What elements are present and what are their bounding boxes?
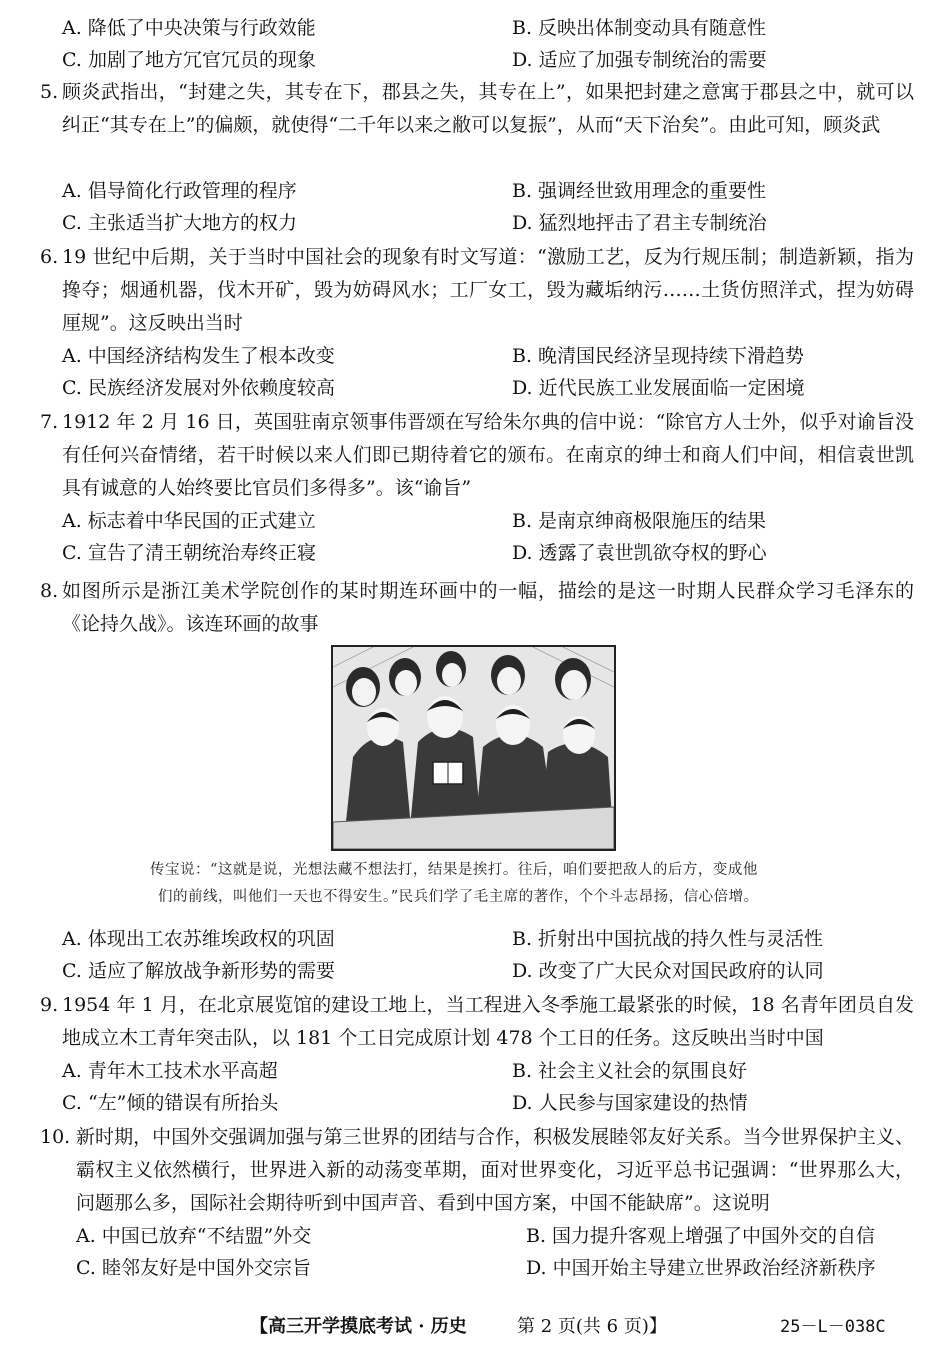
- q7-option-a[interactable]: A. 标志着中华民国的正式建立: [62, 510, 316, 532]
- q10-option-c[interactable]: C. 睦邻友好是中国外交宗旨: [76, 1257, 311, 1279]
- question-stem: 新时期，中国外交强调加强与第三世界的团结与合作，积极发展睦邻友好关系。当今世界保护主义、霸权主义依然横行，世界进入新的动荡变革期，面对世界变化，习近平总书记强调：“世界那么大，问题那么多，国际社会期待听到中国声音、看到中国方案，中国不能缺席”。这说明: [76, 1126, 914, 1214]
- exam-title: 【高三开学摸底考试 · 历史: [250, 1316, 467, 1337]
- q8-option-a[interactable]: A. 体现出工农苏维埃政权的巩固: [62, 928, 335, 950]
- q8-option-d[interactable]: D. 改变了广大民众对国民政府的认同: [512, 960, 824, 982]
- question-number: 8.: [40, 580, 59, 602]
- question-stem: 1912 年 2 月 16 日，英国驻南京领事伟晋颂在写给朱尔典的信中说：“除官方人士外，似乎对谕旨没有任何兴奋情绪，若干时候以来人们即已期待着它的颁布。在南京的绅士和商人们中间，相信袁世凯具有诚意的人始终要比官员们多得多”。该“谕旨”: [62, 411, 914, 499]
- q6-options: [0, 340, 950, 404]
- q6-option-c[interactable]: C. 民族经济发展对外依赖度较高: [62, 377, 335, 399]
- q7-options: [0, 505, 950, 569]
- q6-option-d[interactable]: D. 近代民族工业发展面临一定困境: [512, 377, 805, 399]
- q10-option-b[interactable]: B. 国力提升客观上增强了中国外交的自信: [526, 1225, 876, 1247]
- q10-option-a[interactable]: A. 中国已放弃“不结盟”外交: [76, 1225, 312, 1247]
- question-number: 5.: [40, 81, 59, 103]
- question-number: 9.: [40, 994, 59, 1016]
- question-stem: 顾炎武指出，“封建之失，其专在下，郡县之失，其专在上”，如果把封建之意寓于郡县之中，就可以纠正“其专在上”的偏颇，就使得“二千年以来之敝可以复振”，从而“天下治矣”。由此可知，顾炎武: [62, 81, 914, 136]
- q8-option-c[interactable]: C. 适应了解放战争新形势的需要: [62, 960, 335, 982]
- question-5: [0, 76, 950, 175]
- q9-option-d[interactable]: D. 人民参与国家建设的热情: [512, 1092, 748, 1114]
- q9-options: [0, 1055, 950, 1119]
- q4-option-a[interactable]: A. 降低了中央决策与行政效能: [62, 17, 316, 39]
- q9-option-b[interactable]: B. 社会主义社会的氛围良好: [512, 1060, 748, 1082]
- q7-option-b[interactable]: B. 是南京绅商极限施压的结果: [512, 510, 767, 532]
- question-stem: 1954 年 1 月，在北京展览馆的建设工地上，当工程进入冬季施工最紧张的时候，18 名青年团员自发地成立木工青年突击队，以 181 个工日完成原计划 478 个工日的任务。这反映出当时中国: [62, 994, 914, 1049]
- question-6: [0, 241, 950, 340]
- paper-code: 25－L－038C: [780, 1317, 886, 1337]
- q10-options: [0, 1220, 950, 1284]
- q6-option-b[interactable]: B. 晚清国民经济呈现持续下滑趋势: [512, 345, 805, 367]
- q4-option-b[interactable]: B. 反映出体制变动具有随意性: [512, 17, 767, 39]
- q5-option-c[interactable]: C. 主张适当扩大地方的权力: [62, 212, 297, 234]
- question-stem: 19 世纪中后期，关于当时中国社会的现象有时文写道：“激励工艺，反为行规压制；制造新颖，指为搀夺；烟通机器，伐木开矿，毁为妨碍风水；工厂女工，毁为藏垢纳污……土货仿照洋式，捏为妨碍厘规”。这反映出当时: [62, 246, 914, 334]
- q5-options: [0, 175, 950, 239]
- question-number: 6.: [40, 246, 59, 268]
- q5-option-d[interactable]: D. 猛烈地抨击了君主专制统治: [512, 212, 767, 234]
- q7-option-d[interactable]: D. 透露了袁世凯欲夺权的野心: [512, 542, 767, 564]
- caption-line-2: 们的前线，叫他们一天也不得安生。”民兵们学了毛主席的著作，个个斗志昂扬，信心倍增。: [158, 889, 759, 905]
- q8-options: [0, 923, 950, 987]
- comic-illustration: [331, 645, 616, 851]
- q4-options: [0, 12, 950, 76]
- q7-option-c[interactable]: C. 宣告了清王朝统治寿终正寝: [62, 542, 316, 564]
- q9-option-c[interactable]: C. “左”倾的错误有所抬头: [62, 1092, 279, 1114]
- question-8: [0, 575, 950, 641]
- q5-option-b[interactable]: B. 强调经世致用理念的重要性: [512, 180, 767, 202]
- q9-option-a[interactable]: A. 青年木工技术水平高超: [62, 1060, 278, 1082]
- question-7: [0, 406, 950, 505]
- figure-caption: [0, 857, 950, 911]
- q5-option-a[interactable]: A. 倡导简化行政管理的程序: [62, 180, 297, 202]
- question-stem: 如图所示是浙江美术学院创作的某时期连环画中的一幅，描绘的是这一时期人民群众学习毛泽东的《论持久战》。该连环画的故事: [62, 580, 914, 635]
- page-number: 第 2 页(共 6 页)】: [517, 1316, 667, 1337]
- question-10: [0, 1121, 950, 1220]
- caption-line-1: 传宝说：“这就是说，光想法藏不想法打，结果是挨打。往后，咱们要把敌人的后方，变成他: [150, 862, 758, 878]
- page-footer: [0, 1312, 950, 1342]
- question-number: 7.: [40, 411, 59, 433]
- question-number: 10.: [40, 1126, 71, 1148]
- q4-option-c[interactable]: C. 加剧了地方冗官冗员的现象: [62, 49, 316, 71]
- q10-option-d[interactable]: D. 中国开始主导建立世界政治经济新秩序: [526, 1257, 876, 1279]
- q6-option-a[interactable]: A. 中国经济结构发生了根本改变: [62, 345, 335, 367]
- q8-option-b[interactable]: B. 折射出中国抗战的持久性与灵活性: [512, 928, 824, 950]
- q4-option-d[interactable]: D. 适应了加强专制统治的需要: [512, 49, 767, 71]
- question-9: [0, 989, 950, 1055]
